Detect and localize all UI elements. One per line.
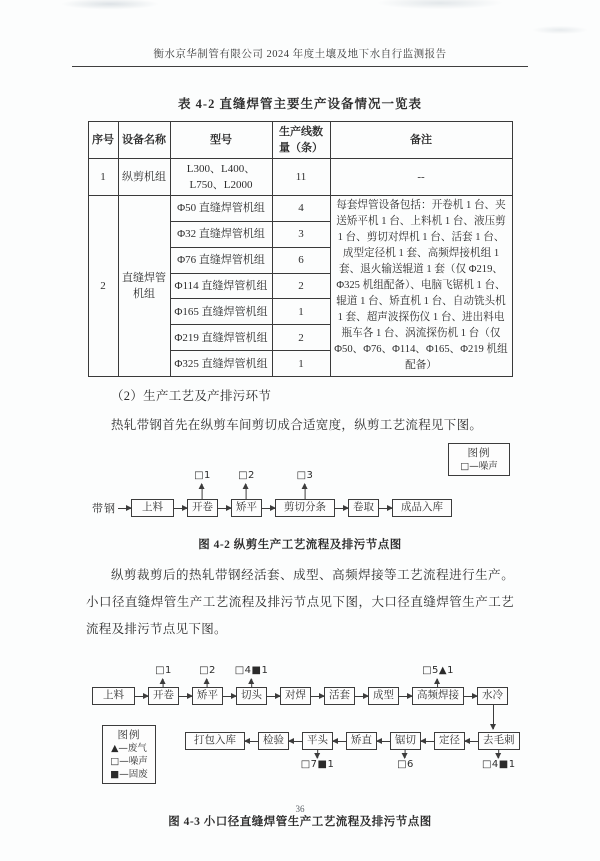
- emission-marker: [422, 665, 454, 688]
- flow-node-label: 活套: [329, 690, 350, 701]
- flow-node: [92, 687, 135, 705]
- flow-node-label: 矫平: [236, 502, 257, 513]
- table-title: 表 4-2 直缝焊管主要生产设备情况一览表: [178, 97, 422, 111]
- flow-node: [348, 499, 379, 517]
- emission-marker: [155, 665, 172, 688]
- down-arrow-icon: [405, 749, 406, 758]
- noise-marker-label: □2: [238, 470, 255, 481]
- legend-item-noise: □—噪声: [110, 756, 148, 767]
- right-arrow-icon: [135, 696, 148, 697]
- down-arrow-icon: [317, 749, 318, 758]
- noise-solidwaste-marker-label: □7■1: [300, 759, 335, 770]
- flow-node: [412, 665, 464, 705]
- noise-marker-label: □3: [296, 470, 314, 481]
- up-arrow-icon: [202, 484, 203, 500]
- flow-node-label: 上料: [103, 690, 124, 701]
- emission-marker: [397, 749, 414, 771]
- flow-node: [478, 732, 520, 770]
- right-arrow-icon: [335, 508, 348, 509]
- flow-node: [434, 732, 465, 750]
- emission-marker: [199, 665, 216, 688]
- flow-node: [185, 732, 245, 750]
- flow-node-label: 上料: [142, 502, 163, 513]
- diagram-welded-pipe-process: [86, 655, 514, 787]
- cell-count: 1: [272, 351, 330, 377]
- flow-node-label: 高频焊接: [417, 690, 459, 701]
- flow-node-label: 平头: [307, 735, 328, 746]
- cell-count: 1: [272, 299, 330, 325]
- flow-node: [390, 732, 421, 770]
- flow-node-label: 检验: [263, 735, 284, 746]
- flow-node-label: 矫直: [351, 735, 372, 746]
- flow-node: [300, 732, 335, 770]
- figure-caption: 图 4-2 纵剪生产工艺流程及排污节点图: [198, 539, 402, 551]
- left-arrow-icon: [245, 741, 258, 742]
- flow-node: [131, 499, 174, 517]
- cell-count: 2: [272, 273, 330, 299]
- cell-count: 2: [272, 325, 330, 351]
- flow-node: [392, 499, 452, 517]
- flow-node: [324, 687, 355, 705]
- down-arrow-icon: [498, 749, 499, 758]
- body-paragraph: 纵剪裁剪后的热轧带钢经活套、成型、高频焊接等工艺流程进行生产。小口径直缝焊管生产工艺流程及排污节点见下图，大口径直缝焊管生产工艺流程及排污节点见下图。: [86, 568, 514, 636]
- up-arrow-icon: [251, 679, 252, 688]
- right-arrow-icon: [399, 696, 412, 697]
- right-arrow-icon: [179, 696, 192, 697]
- flow-node-label: 水冷: [482, 690, 503, 701]
- noise-gas-marker-label: □5▲1: [422, 665, 454, 676]
- cell-model: L300、L400、L750、L2000: [170, 159, 272, 196]
- cell-count: 11: [272, 159, 330, 196]
- right-arrow-icon: [267, 696, 280, 697]
- cell-model: Φ165 直缝焊管机组: [170, 299, 272, 325]
- flow-node: [258, 732, 289, 750]
- right-arrow-icon: [218, 508, 231, 509]
- legend-box: [102, 725, 156, 784]
- emission-marker: [238, 470, 255, 500]
- emission-marker: [482, 749, 516, 771]
- flow-node: [346, 732, 377, 750]
- cell-model: Φ32 直缝焊管机组: [170, 221, 272, 247]
- flow-node-label: 成品入库: [401, 502, 443, 513]
- legend-item-noise: □—噪声: [460, 461, 498, 472]
- right-arrow-icon: [464, 696, 477, 697]
- flow-node: [477, 687, 508, 705]
- left-arrow-icon: [377, 741, 390, 742]
- page-number: 36: [295, 804, 305, 814]
- col-header-name: 设备名称: [118, 122, 170, 159]
- flow-node-label: 矫平: [197, 690, 218, 701]
- flow-node: [368, 687, 399, 705]
- col-header-count: 生产线数量（条）: [272, 122, 330, 159]
- legend-item-gas: ▲—废气: [111, 743, 147, 754]
- flow-node: [187, 470, 218, 517]
- flow-row-top: [86, 655, 514, 705]
- noise-marker-label: □2: [199, 665, 216, 676]
- up-arrow-icon: [305, 484, 306, 500]
- flow-node-label: 卷取: [353, 502, 374, 513]
- cell-note: --: [330, 159, 512, 196]
- right-arrow-icon: [311, 696, 324, 697]
- flow-node: [280, 687, 311, 705]
- noise-marker-label: □1: [194, 470, 211, 481]
- cell-model: Φ50 直缝焊管机组: [170, 196, 272, 222]
- flow-node-label: 去毛刺: [483, 735, 515, 746]
- right-arrow-icon: [118, 508, 131, 509]
- flow-node-label: 开卷: [192, 502, 213, 513]
- page-header: [72, 46, 528, 67]
- col-header-model: 型号: [170, 122, 272, 159]
- body-paragraph: 热轧带钢首先在纵剪车间剪切成合适宽度，纵剪工艺流程见下图。: [111, 418, 483, 432]
- right-arrow-icon: [262, 508, 275, 509]
- cell-name: 直缝焊管机组: [118, 196, 170, 377]
- up-arrow-icon: [246, 484, 247, 500]
- emission-marker: [194, 470, 211, 500]
- cell-model: Φ219 直缝焊管机组: [170, 325, 272, 351]
- up-arrow-icon: [163, 679, 164, 688]
- flow-node-label: 成型: [373, 690, 394, 701]
- noise-solidwaste-marker-label: □4■1: [234, 665, 269, 676]
- col-header-no: 序号: [88, 122, 118, 159]
- left-arrow-icon: [421, 741, 434, 742]
- flow-node-label: 打包入库: [194, 735, 236, 746]
- left-arrow-icon: [289, 741, 302, 742]
- down-connector-arrow: [493, 704, 494, 729]
- up-arrow-icon: [207, 679, 208, 688]
- cell-model: Φ114 直缝焊管机组: [170, 273, 272, 299]
- cell-note: 每套焊管设备包括：开卷机 1 台、夹送矫平机 1 台、上料机 1 台、液压剪 1 台、剪切对焊机 1 台、活套 1 台、成型定径机 1 套、高频焊接机组 1 套、退火输送辊道 1 套（仅 Φ219、Φ325 机组配备）、电脑飞锯机 1 台、辊道 1 台、矫直机 1 台、自动铣头机 1 套、超声波探伤仪 1 台、进出料电瓶车各 1 台、涡流探伤机 1 台（仅 Φ50、Φ76、Φ114、Φ165、Φ219 机组配备）: [330, 196, 512, 377]
- flow-node-label: 切头: [241, 690, 262, 701]
- emission-marker: [297, 470, 314, 500]
- left-arrow-icon: [465, 741, 478, 742]
- cell-count: 3: [272, 221, 330, 247]
- noise-marker-label: □1: [155, 665, 172, 676]
- table-header-row: [88, 122, 512, 159]
- legend-item-solid: ■—固废: [110, 769, 148, 780]
- table-row: [88, 159, 512, 196]
- flow-node-label: 对焊: [285, 690, 306, 701]
- emission-marker: [235, 665, 269, 688]
- flow-start-label: 带钢: [92, 503, 116, 515]
- cell-name: 纵剪机组: [118, 159, 170, 196]
- flow-node: [192, 665, 223, 705]
- section-heading: （2）生产工艺及产排污环节: [111, 389, 272, 403]
- noise-solidwaste-marker-label: □4■1: [481, 759, 516, 770]
- flow-node-label: 开卷: [153, 690, 174, 701]
- flow-node: [231, 470, 262, 517]
- table-row: [88, 196, 512, 222]
- flow-node-label: 锯切: [395, 735, 416, 746]
- figure-caption: 图 4-3 小口径直缝焊管生产工艺流程及排污节点图: [168, 816, 432, 828]
- col-header-note: 备注: [330, 122, 512, 159]
- emission-marker: [301, 749, 335, 771]
- flow-node-label: 剪切分条: [284, 502, 326, 513]
- flow-node: [148, 665, 179, 705]
- legend-box: [448, 443, 510, 476]
- diagram-slitting-process: [86, 441, 514, 527]
- right-arrow-icon: [355, 696, 368, 697]
- flow-node: [275, 470, 335, 517]
- legend-title: 图例: [467, 448, 491, 459]
- up-arrow-icon: [438, 679, 439, 688]
- noise-marker-label: □6: [397, 759, 414, 770]
- right-arrow-icon: [174, 508, 187, 509]
- flow-node: [234, 665, 269, 705]
- cell-model: Φ76 直缝焊管机组: [170, 247, 272, 273]
- flow-node-label: 定径: [439, 735, 460, 746]
- cell-model: Φ325 直缝焊管机组: [170, 351, 272, 377]
- cell-count: 6: [272, 247, 330, 273]
- legend-title: 图例: [117, 730, 141, 741]
- cell-count: 4: [272, 196, 330, 222]
- right-arrow-icon: [379, 508, 392, 509]
- report-title: 衡水京华制管有限公司 2024 年度土壤及地下水自行监测报告: [153, 49, 447, 60]
- right-arrow-icon: [223, 696, 236, 697]
- cell-no: 2: [88, 196, 118, 377]
- equipment-table: [88, 121, 513, 377]
- cell-no: 1: [88, 159, 118, 196]
- left-arrow-icon: [333, 741, 346, 742]
